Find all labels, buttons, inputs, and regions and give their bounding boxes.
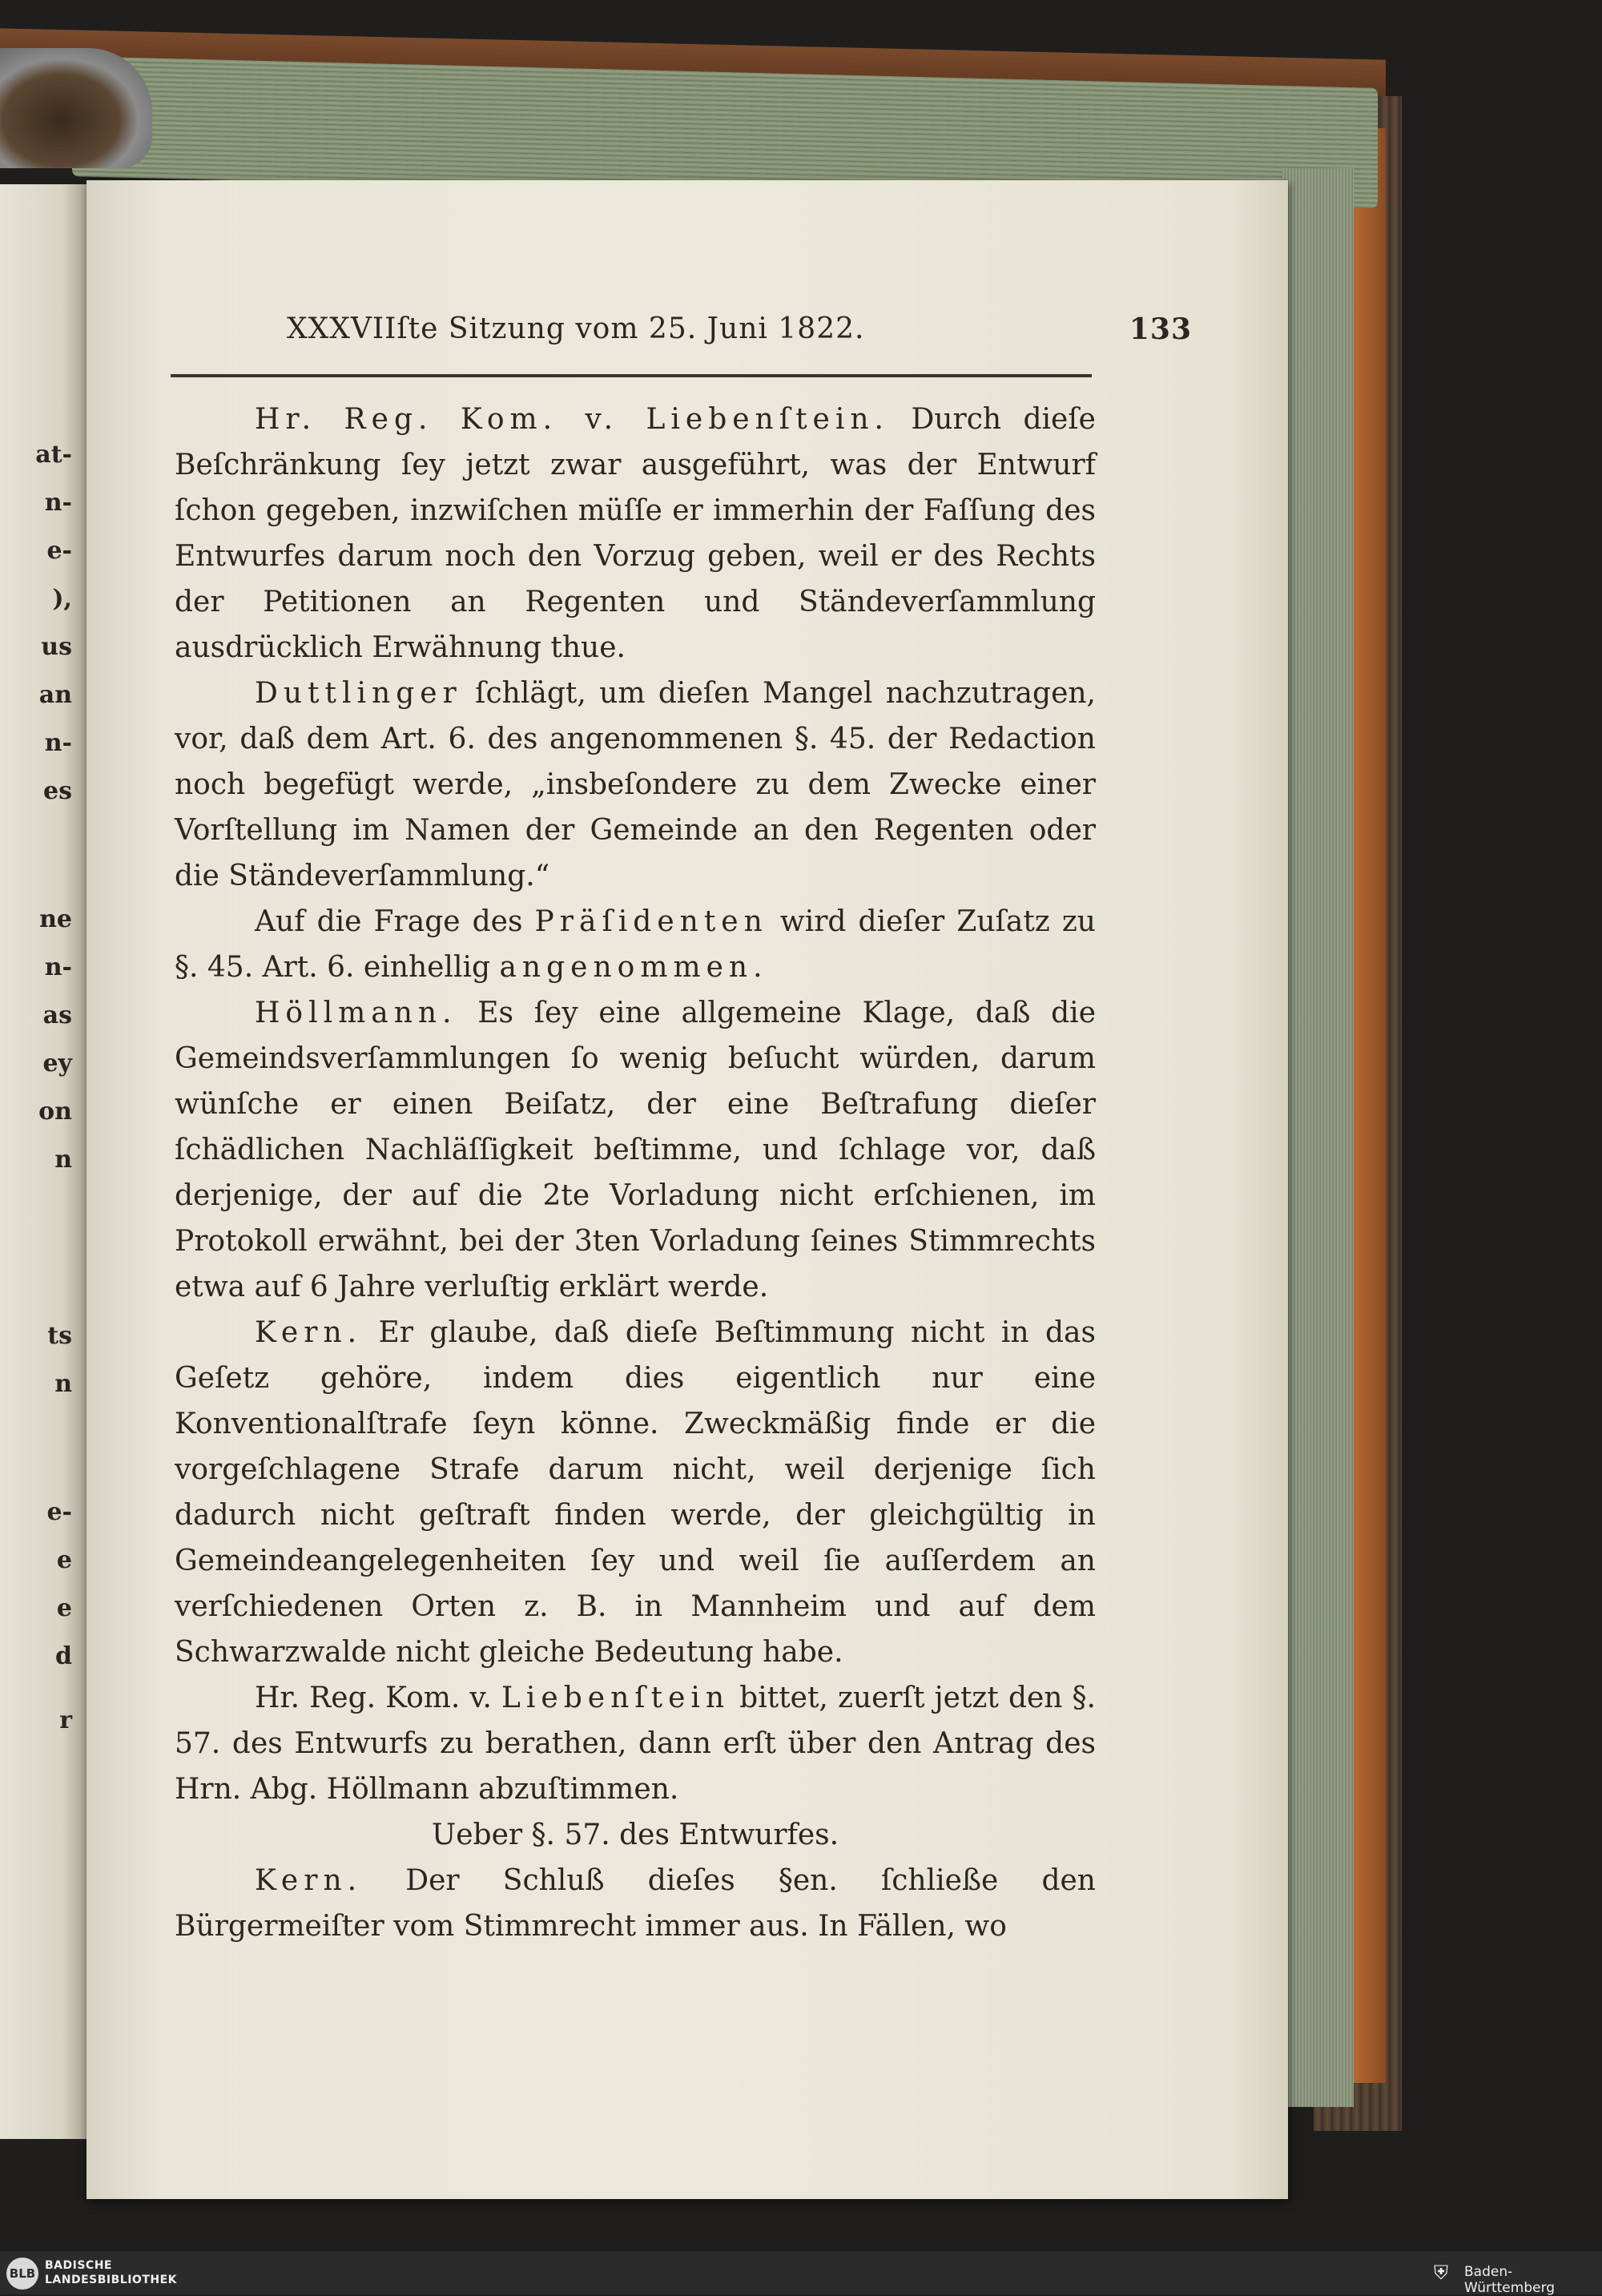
left-page-fragment: e xyxy=(56,1594,72,1622)
paragraph-text: bittet, zuerſt jetzt den §. 57. des Entwurfs zu berathen, dann erſt über den Antrag des Hrn. Abg. Höllmann abzuſtimmen. xyxy=(175,1682,1096,1806)
book-spine xyxy=(0,48,152,168)
left-page-fragment: at- xyxy=(35,441,72,469)
speaker-name: Duttlinger xyxy=(255,677,462,710)
left-page-fragment: ts xyxy=(47,1322,72,1350)
left-page-fragment: e- xyxy=(46,537,72,565)
speaker-name: Liebenſtein xyxy=(501,1682,731,1714)
paragraph xyxy=(175,397,1096,671)
speaker-name: Kern. xyxy=(255,1864,363,1897)
paragraph-text: Er glaube, daß dieſe Beſtimmung nicht in das Geſetz gehöre, indem dies eigentlich nur eine Konventionalſtrafe ſeyn könne. Zweckmäßig finde er die vorgeſchlagene Strafe darum nicht, weil derjenige ſich dadurch nicht geſtraft finden werde, der gleichgültig in Gemeindeangelegenheiten ſey und weil ſie auſſerdem an verſchiedenen Orten z. B. in Mannheim und auf dem Schwarzwalde nicht gleiche Bedeutung habe. xyxy=(175,1316,1096,1669)
paragraph-text: Hr. Reg. Kom. v. xyxy=(255,1682,492,1714)
left-page-fragment: n xyxy=(54,1146,72,1174)
region-label: Baden-Württemberg xyxy=(1464,2264,1556,2296)
left-page-fragment: n- xyxy=(44,489,72,517)
coat-of-arms-icon: ⛨ xyxy=(1434,2262,1448,2284)
emphasis-text: angenommen. xyxy=(499,951,768,984)
left-page-fragment: ne xyxy=(39,905,72,933)
left-page-fragment: e xyxy=(56,1546,72,1574)
section-heading: Ueber §. 57. des Entwurfes. xyxy=(431,1819,839,1851)
paragraph xyxy=(175,671,1096,899)
left-page-fragment: n- xyxy=(44,953,72,981)
speaker-name: Hr. Reg. Kom. v. Liebenſtein. xyxy=(255,403,889,436)
left-page-fragment: an xyxy=(38,681,72,709)
library-name xyxy=(45,2258,177,2287)
left-page-strip xyxy=(0,184,91,2139)
left-page-fragment: as xyxy=(42,1001,72,1029)
page-block-right-edge xyxy=(1282,168,1354,2107)
cover-edge xyxy=(1354,128,1386,2083)
library-name-line: LANDESBIBLIOTHEK xyxy=(45,2274,178,2286)
header-rule xyxy=(171,374,1092,377)
library-name-line: BADISCHE xyxy=(45,2259,112,2272)
left-page-fragment: on xyxy=(38,1098,72,1126)
paragraph-text: Durch dieſe Beſchränkung ſey jetzt zwar ausgeführt, was der Entwurf ſchon gegeben, inzwiſchen müſſe er immerhin der Faſſung des Entwurfes darum noch den Vorzug geben, weil er des Rechts der Petitionen an Regenten und Ständeverſammlung ausdrücklich Erwähnung thue. xyxy=(175,403,1096,664)
paragraph-text: Auf die Frage des xyxy=(255,905,523,938)
left-page-fragment: n xyxy=(54,1370,72,1398)
left-page-fragment: n- xyxy=(44,729,72,757)
paragraph xyxy=(175,990,1096,1310)
page-body xyxy=(175,397,1096,1949)
left-page-fragment: e- xyxy=(46,1498,72,1526)
paragraph-text: Der Schluß dieſes §en. ſchließe den Bürgermeiſter vom Stimmrecht immer aus. In Fällen, wo xyxy=(175,1864,1096,1943)
speaker-name: Kern. xyxy=(255,1316,363,1349)
paragraph xyxy=(175,899,1096,990)
paragraph-text: ſchlägt, um dieſen Mangel nachzutragen, vor, daß dem Art. 6. des angenommenen §. 45. der Redaction noch begefügt werde, „insbeſondere zu dem Zwecke einer Vorſtellung im Namen der Gemeinde an den Regenten oder die Ständeverſammlung.“ xyxy=(175,677,1096,892)
speaker-name: Höllmann. xyxy=(255,997,457,1029)
running-header xyxy=(287,312,1192,354)
paragraph xyxy=(175,1310,1096,1675)
speaker-name: Präſidenten xyxy=(534,905,768,938)
page-number: 133 xyxy=(1129,312,1192,346)
footer-bar xyxy=(0,2251,1602,2294)
paragraph xyxy=(175,1858,1096,1949)
book-page xyxy=(87,180,1288,2199)
blb-logo: BLB xyxy=(6,2258,38,2290)
left-page-fragment: ), xyxy=(52,585,72,613)
left-page-fragment: ey xyxy=(42,1049,72,1078)
header-title: XXXVIIſte Sitzung vom 25. Juni 1822. xyxy=(287,312,865,345)
left-page-fragment: d xyxy=(55,1642,72,1670)
left-page-fragment: es xyxy=(43,777,72,805)
paragraph xyxy=(175,1675,1096,1812)
left-page-fragment: us xyxy=(41,633,72,661)
paragraph-text: Es ſey eine allgemeine Klage, daß die Gemeindsverſammlungen ſo wenig beſucht würden, darum wünſche er einen Beiſatz, der eine Beſtrafung dieſer ſchädlichen Nachläſſigkeit beſtimme, und ſchlage vor, daß derjenige, der auf die 2te Vorladung nicht erſchienen, im Protokoll erwähnt, bei der 3ten Vorladung ſeines Stimmrechts etwa auf 6 Jahre verluſtig erklärt werde. xyxy=(175,997,1096,1303)
left-page-fragment: r xyxy=(59,1706,72,1734)
paragraph-text: wird dieſer Zuſatz zu §. 45. Art. 6. einhellig xyxy=(175,905,1096,984)
